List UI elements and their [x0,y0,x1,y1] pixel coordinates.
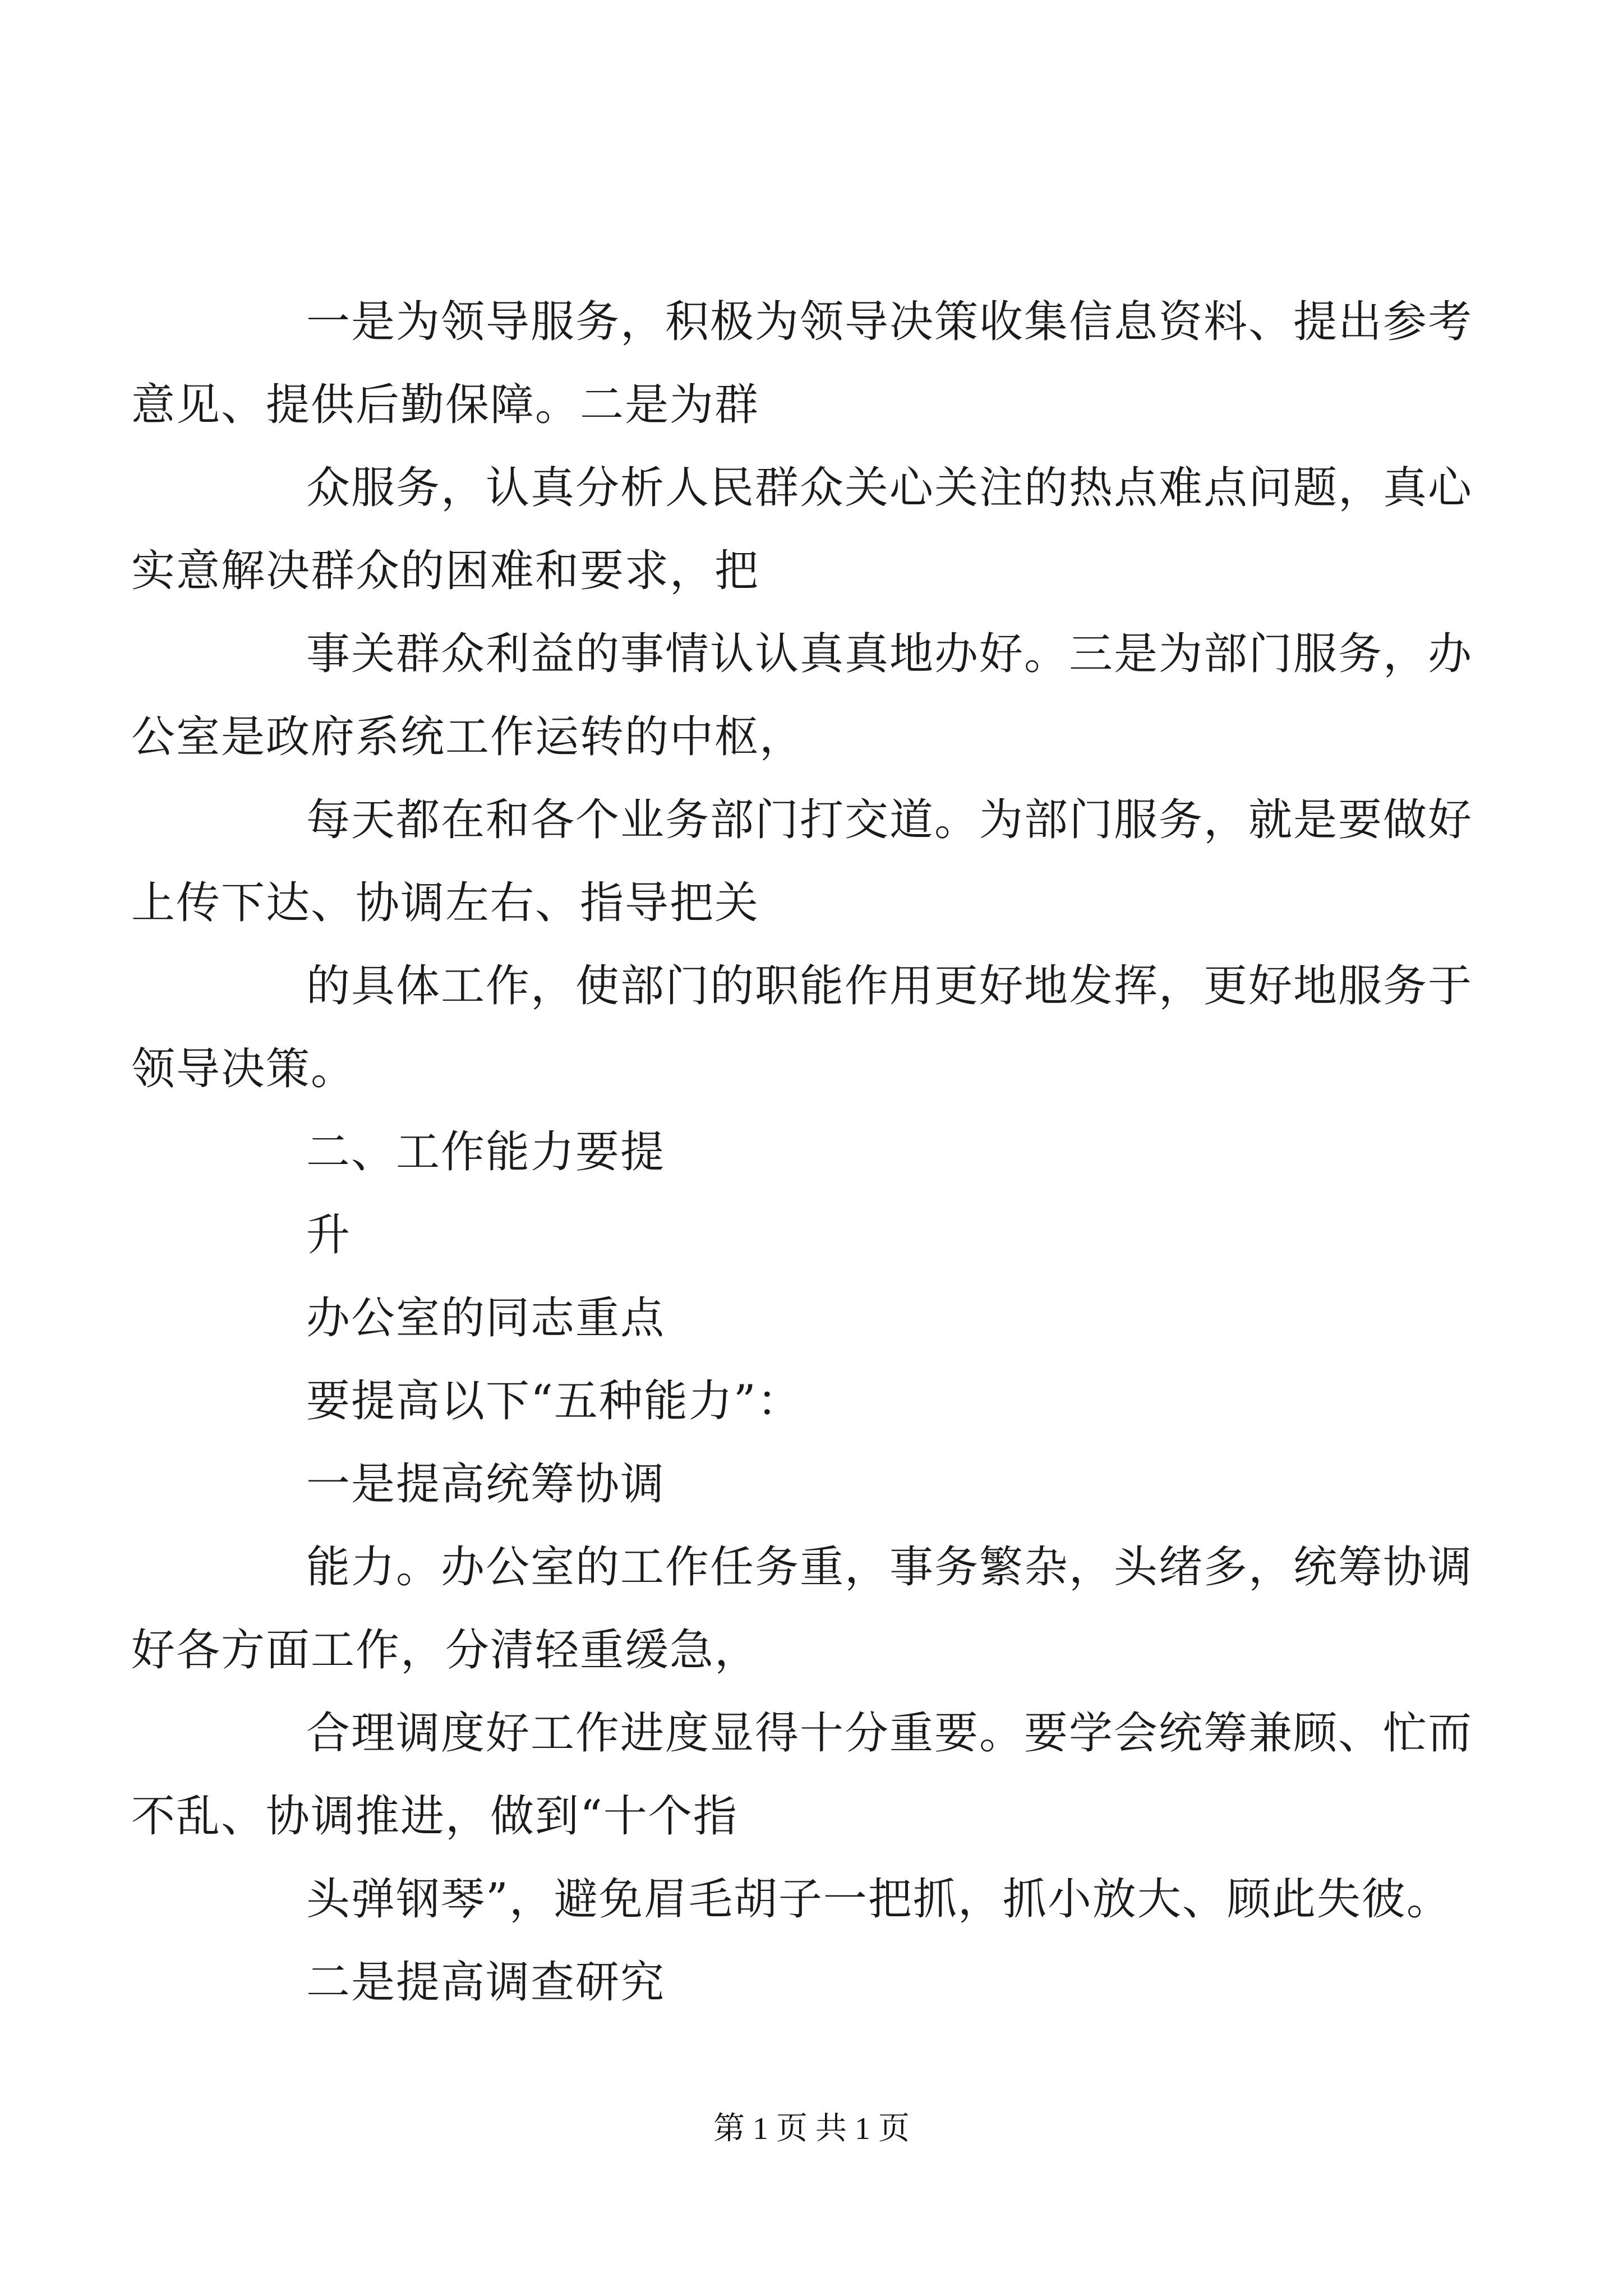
paragraph-first-line: 二是提高调查研究 [306,1957,666,2008]
paragraph-first-line: 众服务，认真分析人民群众关心关注的热点难点问题，真心 [306,463,1473,513]
paragraph-first-line: 办公室的同志重点 [306,1293,666,1343]
paragraph-first-line: 事关群众利益的事情认认真真地办好。三是为部门服务，办 [306,629,1473,679]
paragraph [219,1858,1451,1941]
paragraph-first-line: 要提高以下“五种能力”： [306,1376,802,1427]
paragraph [219,1194,1430,1277]
document-body [131,280,1473,2024]
paragraph-continuation-line: 好各方面工作，分清轻重缓急， [131,1625,760,1676]
paragraph-first-line: 每天都在和各个业务部门打交道。为部门服务，就是要做好 [306,795,1473,845]
paragraph-first-line: 能力。办公室的工作任务重，事务繁杂，头绪多，统筹协调 [306,1542,1473,1593]
paragraph-continuation-line: 实意解决群众的困难和要求，把 [131,546,760,596]
paragraph [131,779,1473,945]
paragraph [131,447,1473,613]
paragraph-continuation-line: 公室是政府系统工作运转的中枢， [131,712,805,762]
paragraph [219,1941,1430,2024]
paragraph-continuation-line: 意见、提供后勤保障。二是为群 [131,380,760,430]
section-heading [219,1111,1430,1194]
paragraph-first-line: 二、工作能力要提 [306,1127,666,1177]
paragraph [219,1277,1430,1360]
paragraph-continuation-line: 领导决策。 [131,1044,356,1094]
page-footer: 第 1 页 共 1 页 [713,2111,910,2146]
paragraph-first-line: 合理调度好工作进度显得十分重要。要学会统筹兼顾、忙而 [306,1708,1473,1759]
paragraph-first-line: 一是为领导服务，积极为领导决策收集信息资料、提出参考 [306,297,1473,347]
paragraph-continuation-line: 上传下达、协调左右、指导把关 [131,878,760,928]
paragraph [131,1526,1473,1692]
paragraph-first-line: 的具体工作，使部门的职能作用更好地发挥，更好地服务于 [306,961,1473,1011]
paragraph-first-line: 一是提高统筹协调 [306,1459,666,1510]
paragraph [219,1360,1430,1443]
paragraph-first-line: 头弹钢琴”，避免眉毛胡子一把抓，抓小放大、顾此失彼。 [306,1874,1451,1925]
paragraph [131,613,1473,779]
paragraph [131,945,1473,1111]
paragraph [219,1443,1430,1526]
paragraph-first-line: 升 [306,1210,352,1260]
paragraph [131,280,1473,447]
paragraph [131,1692,1473,1858]
paragraph-continuation-line: 不乱、协调推进，做到“十个指 [131,1791,738,1842]
